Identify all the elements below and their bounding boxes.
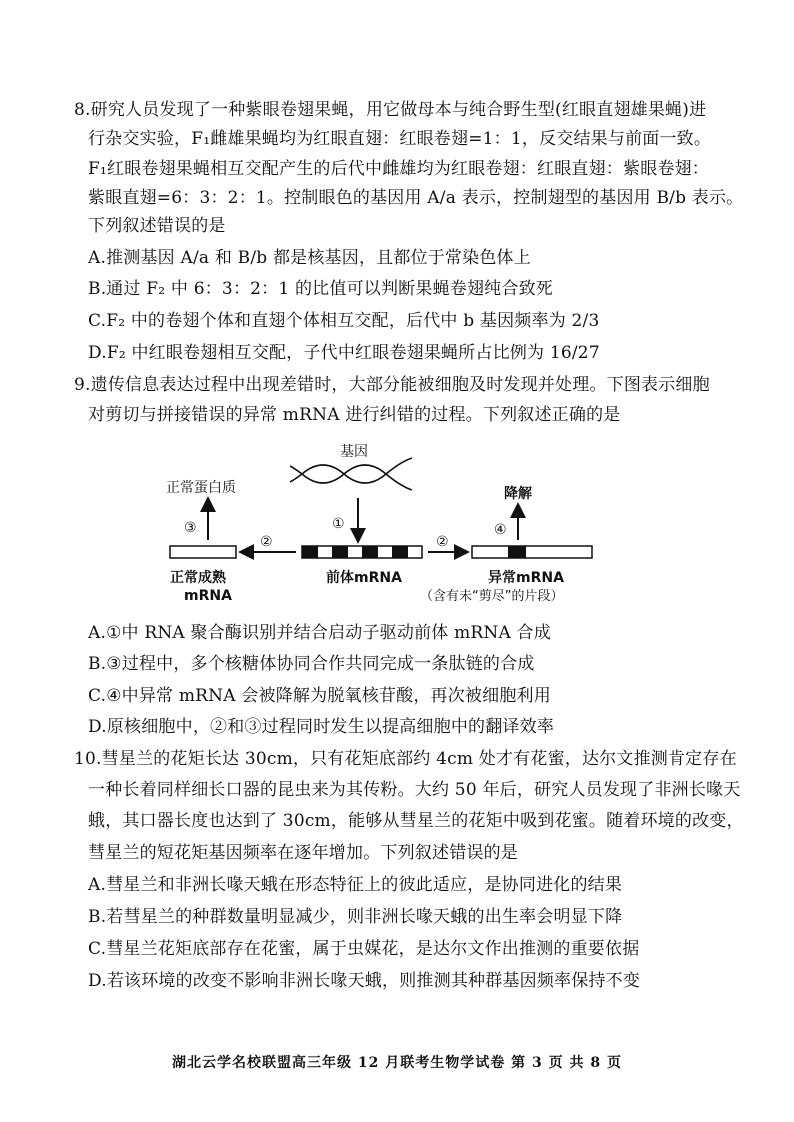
normal-mrna-label-line-1: 正常成熟 <box>170 570 226 586</box>
question-10-stem-line-2: 一种长着同样细长口器的昆虫来为其传粉。大约 50 年后，研究人员发现了非洲长喙天 <box>88 780 741 800</box>
question-10-stem-line-1: 10.彗星兰的花矩长达 30cm，只有花矩底部约 4cm 处才有花蜜，达尔文推测肯定存在 <box>74 749 737 769</box>
question-8-stem-line-2: 行杂交实验，F₁雌雄果蝇均为红眼直翅：红眼卷翅=1：1，反交结果与前面一致。 <box>88 129 712 149</box>
step-4-label: ④ <box>494 522 507 538</box>
step-1-label: ① <box>332 516 345 532</box>
dna-helix-icon <box>290 458 412 490</box>
normal-protein-label: 正常蛋白质 <box>166 480 236 496</box>
degrade-label: 降解 <box>504 486 532 502</box>
question-9-option-c: C.④中异常 mRNA 会被降解为脱氧核苷酸，再次被细胞利用 <box>88 686 551 706</box>
question-10-option-c: C.彗星兰花矩底部存在花蜜，属于虫媒花，是达尔文作出推测的重要依据 <box>88 939 640 959</box>
abnormal-mrna-note: （含有未“剪尽”的片段） <box>420 589 564 604</box>
gene-label: 基因 <box>340 444 368 460</box>
question-10-stem-line-4: 彗星兰的短花矩基因频率在逐年增加。下列叙述错误的是 <box>88 843 518 863</box>
page-footer: 湖北云学名校联盟高三年级 12 月联考生物学试卷 第 3 页 共 8 页 <box>172 1055 622 1071</box>
question-8-option-c: C.F₂ 中的卷翅个体和直翅个体相互交配，后代中 b 基因频率为 2/3 <box>88 311 600 331</box>
question-9-option-d: D.原核细胞中，②和③过程同时发生以提高细胞中的翻译效率 <box>88 717 555 737</box>
question-8-stem-line-5: 下列叙述错误的是 <box>88 216 226 236</box>
precursor-mrna-bar <box>302 546 422 558</box>
question-9-option-b: B.③过程中，多个核糖体协同合作共同完成一条肽链的合成 <box>88 654 535 674</box>
question-10-option-b: B.若彗星兰的种群数量明显减少，则非洲长喙天蛾的出生率会明显下降 <box>88 907 623 927</box>
abnormal-mrna-bar <box>472 546 592 558</box>
question-8-stem-line-4: 紫眼直翅=6：3：2：1。控制眼色的基因用 A/a 表示，控制翅型的基因用 B/b 表示。 <box>88 188 744 208</box>
step-2-label-right: ② <box>436 534 449 550</box>
question-9-stem-line-1: 9.遗传信息表达过程中出现差错时，大部分能被细胞及时发现并处理。下图表示细胞 <box>74 375 710 395</box>
question-8-option-d: D.F₂ 中红眼卷翅相互交配，子代中红眼卷翅果蝇所占比例为 16/27 <box>88 343 600 363</box>
question-10-option-d: D.若该环境的改变不影响非洲长喙天蛾，则推测其种群基因频率保持不变 <box>88 971 641 991</box>
question-8-stem-line-1: 8.研究人员发现了一种紫眼卷翅果蝇，用它做母本与纯合野生型(红眼直翅雄果蝇)进 <box>74 100 707 120</box>
step-2-label-left: ② <box>260 534 273 550</box>
question-9-stem-line-2: 对剪切与拼接错误的异常 mRNA 进行纠错的过程。下列叙述正确的是 <box>88 405 621 425</box>
question-10-stem-line-3: 蛾，其口器长度也达到了 30cm，能够从彗星兰的花矩中吸到花蜜。随着环境的改变， <box>88 811 744 831</box>
normal-mrna-bar <box>170 546 236 558</box>
step-3-label: ③ <box>184 520 197 536</box>
question-10-option-a: A.彗星兰和非洲长喙天蛾在形态特征上的彼此适应，是协同进化的结果 <box>88 875 623 895</box>
question-8-option-b: B.通过 F₂ 中 6：3：2：1 的比值可以判断果蝇卷翅纯合致死 <box>88 279 553 299</box>
precursor-mrna-label: 前体mRNA <box>326 570 402 586</box>
mrna-surveillance-diagram <box>150 432 620 622</box>
abnormal-mrna-label: 异常mRNA <box>488 570 564 586</box>
question-8-option-a: A.推测基因 A/a 和 B/b 都是核基因，且都位于常染色体上 <box>88 248 531 268</box>
normal-mrna-label-line-2: mRNA <box>184 588 232 604</box>
question-8-stem-line-3: F₁红眼卷翅果蝇相互交配产生的后代中雌雄均为红眼卷翅：红眼直翅：紫眼卷翅： <box>88 159 710 179</box>
diagram-svg <box>150 432 620 622</box>
question-9-option-a: A.①中 RNA 聚合酶识别并结合启动子驱动前体 mRNA 合成 <box>88 623 551 643</box>
